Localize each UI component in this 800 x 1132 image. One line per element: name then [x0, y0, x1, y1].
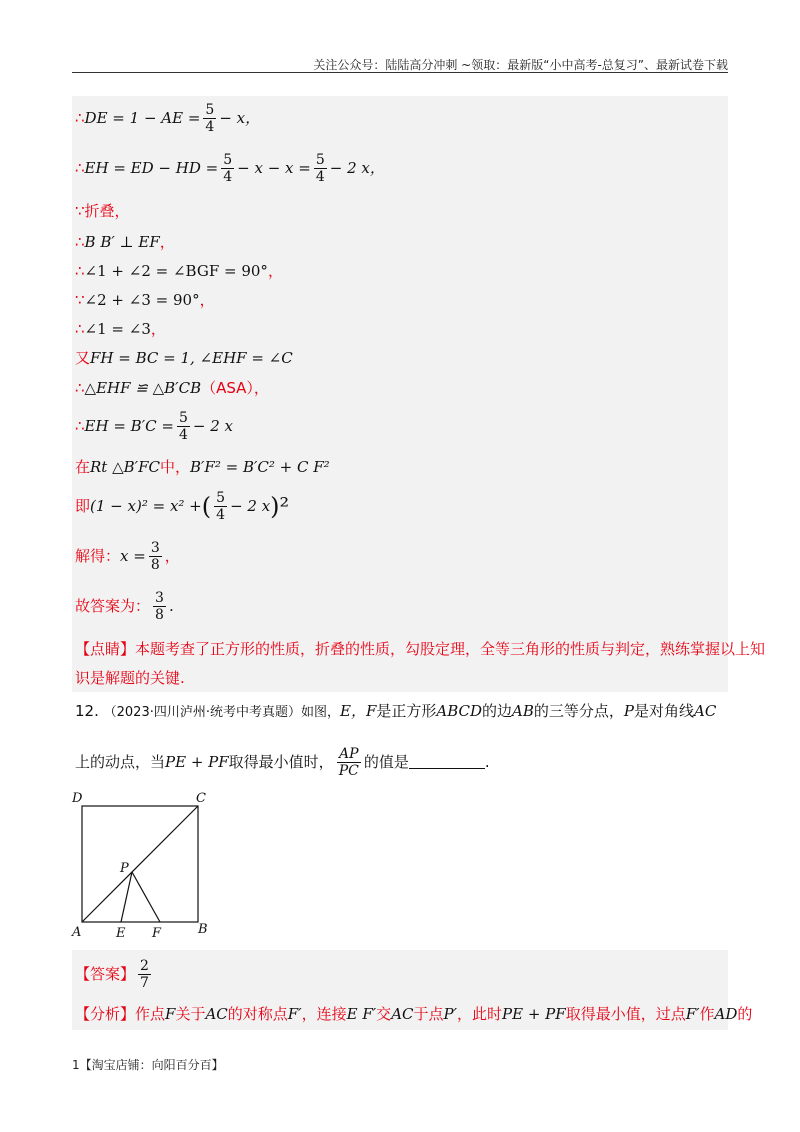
in-word: 中，	[159, 458, 190, 476]
label-d: D	[72, 791, 83, 806]
question-text: 是正方形	[376, 702, 437, 720]
question-number: 12.	[75, 702, 99, 720]
punctuation: ，	[159, 233, 175, 251]
solution-line-5	[75, 260, 283, 281]
denominator: 8	[155, 607, 164, 623]
answer-fraction	[138, 958, 151, 991]
label-f: F	[152, 926, 162, 940]
analysis-text: 作点	[135, 1005, 166, 1023]
question-line-2	[75, 746, 490, 779]
numerator: 2	[140, 958, 149, 974]
punctuation: ，	[267, 262, 283, 280]
question-text: 是对角线	[634, 702, 695, 720]
analysis-text: ，连接	[301, 1005, 347, 1023]
solution-line-4	[75, 231, 175, 252]
numerator: 5	[223, 152, 233, 168]
therefore-symbol: ∴	[75, 159, 85, 177]
equation: x =	[120, 547, 146, 565]
numerator: 5	[216, 490, 226, 506]
comment-text: 本题考查了正方形的性质，折叠的性质，勾股定理，全等三角形的性质与判定，熟练掌握以上知	[135, 640, 766, 658]
page-header: 关注公众号：陆陆高分冲刺 ~领取：最新版“小中高考-总复习”、最新试卷下载	[313, 58, 728, 72]
equation-inner: − 2 x	[230, 497, 271, 515]
segment-pf	[132, 872, 160, 922]
analysis-var: F′	[685, 1005, 700, 1023]
punctuation: ，	[164, 547, 180, 565]
equation-tail: − 2 x	[192, 417, 233, 435]
denominator: 4	[223, 169, 233, 185]
analysis-var: AD	[714, 1005, 738, 1023]
analysis-text: 交	[376, 1005, 392, 1023]
equation: (1 − x)² = x² +	[90, 497, 202, 515]
analysis-text: 的	[737, 1005, 753, 1023]
question-text: 的三等分点，	[533, 702, 624, 720]
question-var: P	[623, 702, 634, 720]
square-diagram	[70, 790, 220, 940]
analysis-tag: 【分析】	[75, 1005, 136, 1023]
question-text: 取得最小值时，	[228, 753, 334, 771]
answer-blank[interactable]	[409, 754, 485, 769]
therefore-symbol: ∴	[75, 233, 85, 251]
equation: B B′ ⊥ EF	[84, 233, 160, 251]
therefore-symbol: ∴	[75, 262, 85, 280]
numerator: 5	[315, 152, 325, 168]
equation-tail: − 2 x，	[329, 159, 385, 177]
solution-line-14	[75, 590, 174, 623]
equation: ∠1 + ∠2 = ∠BGF = 90°	[84, 262, 268, 280]
fraction	[203, 102, 216, 135]
solution-line-7	[75, 318, 166, 339]
therefore-symbol: ∴	[75, 379, 85, 397]
equation: FH = BC = 1, ∠EHF = ∠C	[90, 349, 293, 367]
answer-tag: 【答案】	[75, 965, 136, 983]
question-text: 上的动点，当	[75, 753, 166, 771]
punctuation: ，	[150, 320, 166, 338]
therefore-symbol: ∴	[75, 320, 85, 338]
fraction	[149, 540, 162, 573]
solution-line-2	[75, 152, 385, 185]
label-c: C	[196, 791, 206, 806]
analysis-text: 关于	[175, 1005, 206, 1023]
equation-middle: − x − x =	[237, 159, 311, 177]
left-paren: (	[201, 492, 212, 521]
namely-word: 即	[75, 497, 91, 515]
analysis-text: 取得最小值，过点	[565, 1005, 686, 1023]
equation: EH = ED − HD =	[84, 159, 219, 177]
numerator: AP	[337, 746, 361, 763]
label-a: A	[72, 925, 82, 940]
analysis-var: PE + PF	[502, 1005, 566, 1023]
comment-tag: 【点睛】	[75, 640, 136, 658]
denominator: 4	[178, 427, 188, 443]
solution-line-8	[75, 347, 293, 368]
denominator: PC	[338, 763, 359, 779]
answer-label: 故答案为：	[75, 597, 151, 615]
solution-line-1	[75, 102, 260, 135]
punctuation: .	[168, 597, 174, 615]
numerator: 5	[178, 410, 188, 426]
also-word: 又	[75, 349, 91, 367]
denominator: 4	[216, 507, 226, 523]
analysis-var: E F′	[346, 1005, 377, 1023]
analysis-text: 作	[699, 1005, 715, 1023]
analysis-var: P′	[443, 1005, 458, 1023]
label-b: B	[198, 922, 208, 937]
equation: ∠2 + ∠3 = 90°	[84, 291, 200, 309]
analysis-line	[75, 1003, 752, 1024]
punctuation: .	[484, 753, 490, 771]
pythagoras-equation: B′F² = B′C² + C F²	[189, 458, 330, 476]
segment-pe	[121, 872, 132, 922]
congruence-reason: （ASA），	[201, 379, 269, 397]
header-rule	[72, 72, 728, 73]
therefore-symbol: ∴	[75, 109, 85, 127]
analysis-var: AC	[391, 1005, 414, 1023]
solution-line-13	[75, 540, 180, 573]
because-symbol: ∵	[75, 291, 85, 309]
therefore-symbol: ∴	[75, 417, 85, 435]
fraction	[221, 152, 234, 185]
label-e: E	[116, 926, 126, 940]
triangle-name: Rt △B′FC	[90, 458, 160, 476]
equation: EH = B′C =	[84, 417, 174, 435]
numerator: 3	[150, 540, 160, 556]
question-var: AB	[512, 702, 534, 720]
solution-line-3: ∵折叠，	[75, 202, 130, 220]
question-var: ABCD	[436, 702, 483, 720]
question-line-1	[75, 700, 716, 721]
solution-line-12	[75, 490, 289, 523]
analysis-text: 于点	[413, 1005, 444, 1023]
in-word: 在	[75, 458, 91, 476]
question-source: （2023·四川泸州·统考中考真题）如图，	[103, 705, 340, 720]
solve-label: 解得：	[75, 547, 121, 565]
fraction	[153, 590, 166, 623]
fraction	[177, 410, 190, 443]
analysis-text: ，此时	[457, 1005, 503, 1023]
analysis-var: AC	[205, 1005, 228, 1023]
equation: ∠1 = ∠3	[84, 320, 151, 338]
answer-line	[75, 958, 154, 991]
analysis-var: F	[165, 1005, 176, 1023]
comment-line-2: 识是解题的关键.	[75, 669, 185, 687]
equation: DE = 1 − AE =	[84, 109, 201, 127]
question-text: 的值是	[363, 753, 409, 771]
analysis-var: F′	[287, 1005, 302, 1023]
denominator: 4	[315, 169, 325, 185]
question-var: AC	[694, 702, 717, 720]
analysis-text: 的对称点	[227, 1005, 288, 1023]
solution-line-6	[75, 289, 215, 310]
numerator: 5	[205, 102, 215, 118]
fraction	[214, 490, 227, 523]
right-paren-squared: )²	[270, 492, 290, 521]
question-fraction	[337, 746, 361, 779]
denominator: 8	[150, 557, 160, 573]
page-footer: 1【淘宝店铺：向阳百分百】	[72, 1058, 224, 1072]
denominator: 7	[140, 975, 149, 991]
numerator: 3	[155, 590, 164, 606]
denominator: 4	[205, 119, 215, 135]
question-text: 的边	[482, 702, 513, 720]
punctuation: ，	[199, 291, 215, 309]
diagonal-ac	[82, 806, 198, 922]
congruence-statement: △EHF ≌ △B′CB	[84, 379, 202, 397]
label-p: P	[120, 861, 129, 876]
fraction	[314, 152, 327, 185]
question-expression: PE + PF	[165, 753, 229, 771]
solution-line-10	[75, 410, 233, 443]
solution-line-11	[75, 456, 330, 477]
equation-tail: − x，	[219, 109, 261, 127]
solution-line-9	[75, 377, 269, 398]
comment-line-1	[75, 638, 765, 659]
question-var: E，F	[340, 702, 377, 720]
